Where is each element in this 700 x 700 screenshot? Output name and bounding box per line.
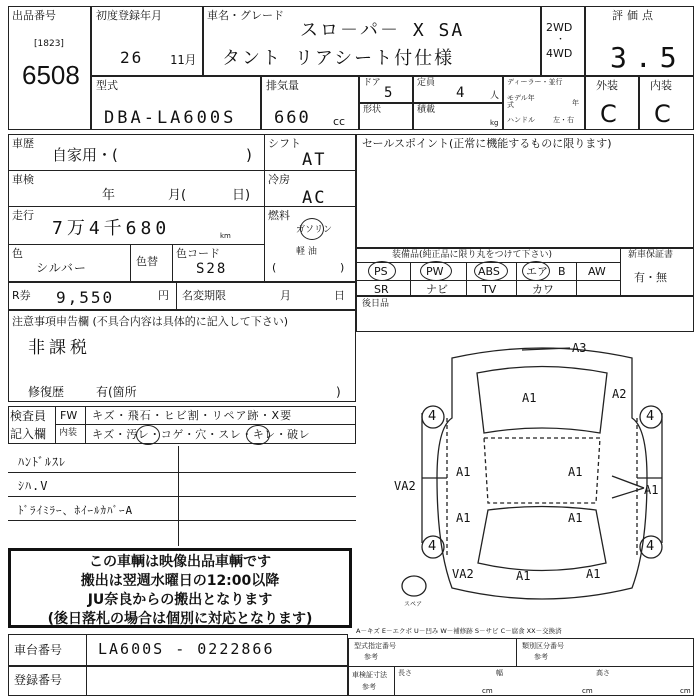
cm-3: cm [680,687,691,695]
fuel-label: 燃料 [268,209,290,222]
mark-a1-hood: A1 [522,391,537,405]
interior-scuff-circle [246,425,270,445]
color-value: シルバー [36,261,87,275]
model-spec-sub: 参考 [364,653,378,661]
equip-aw: AW [588,265,606,278]
doors-value: 5 [384,85,395,101]
recycle-label: R券 [12,289,31,302]
body-size-label: 車検証寸法 [352,671,387,679]
color-code-value: S28 [196,261,228,277]
inspection-label: 車検 [12,173,34,186]
mark-a1-fr: A1 [568,465,583,479]
interior-items: キズ・汚レ・コゲ・穴・スレ・キレ・破レ [92,428,311,441]
equip-air: エア [526,265,548,278]
recycle-value: 9,550 [56,288,115,307]
inspector-line-2: ｼﾊ.V [18,479,49,493]
model-value: DBA-LA600S [104,108,237,128]
mileage-label: 走行 [12,209,34,222]
shift-value: AT [302,150,327,170]
interior-label: 内装 [650,79,672,92]
equip-tv: TV [482,283,497,296]
chassis-value: LA600S - 0222866 [98,640,275,658]
class-sub: 参考 [534,653,548,661]
length-label: 長さ [398,669,412,677]
model-year-label: モデル年式 [507,94,535,109]
chassis-label: 車台番号 [14,643,63,657]
handle-label: ハンドル [507,116,535,124]
displacement-unit: cc [333,115,346,128]
reg-label: 登録番号 [14,673,63,687]
recycle-unit: 円 [158,289,169,302]
score-value: 3.5 [610,41,685,74]
drive-2wd: 2WD [546,21,573,34]
inspection-year: 年 [102,188,116,203]
mark-a1-rl: A1 [456,511,471,525]
car-damage-diagram [392,338,692,620]
equip-sr: SR [374,283,389,296]
shift-label: シフト [268,137,301,150]
fuel-circle [300,218,324,240]
delivery-label: 後日品 [362,299,390,309]
aircon-value: AC [302,188,327,208]
lot-sub: [1823] [34,39,64,49]
mark-a1-qr: A1 [586,567,601,581]
height-label: 高さ [596,669,610,677]
aircon-label: 冷房 [268,173,290,186]
color-code-label: 色コード [176,247,220,260]
mark-va2-left: VA2 [394,479,416,493]
abs-circle [474,261,508,281]
warranty-value: 有・無 [634,271,667,284]
ps-circle [368,261,396,281]
inspection-month: 月( [168,188,187,203]
doors-label: ドア [363,78,381,88]
first-reg-label: 初度登録年月 [96,9,162,22]
tire-fr: 4 [646,409,655,424]
width-label: 幅 [496,669,503,677]
history-label: 車歴 [12,137,34,150]
sales-point-box [356,134,694,248]
tire-rr: 4 [646,539,655,554]
mark-a1-rr: A1 [568,511,583,525]
grade-line2: タント リアシート付仕様 [222,48,455,69]
model-spec-label: 型式指定番号 [354,642,396,650]
exterior-label: 外装 [596,79,618,92]
name-change-day: 日 [334,289,345,302]
notice-line2: 搬出は翌週水曜日の12:00以降 [80,573,280,589]
mileage-value: 7万4千680 [52,218,171,239]
shape-label: 形状 [363,105,382,115]
inspector-line-1: ﾊﾝﾄﾞﾙｽﾚ [18,455,67,469]
grade-line1: スロ－パ－ X SA [300,20,465,41]
mark-a3: A3 [572,341,587,355]
tire-rl: 4 [428,539,437,554]
inspector-label2: 記入欄 [10,427,47,441]
repair-close: ) [336,385,341,399]
cm-1: cm [482,687,493,695]
equip-leather: カワ [532,283,554,296]
fw-label: FW [60,409,78,422]
model-year-unit: 年 [572,99,579,107]
equip-abs: ABS [478,265,500,278]
class-label: 類別区分番号 [522,642,564,650]
damage-legend: A－キズ E－エクボ U－凹み W－補修跡 S－サビ C－腐食 XX－交換済 [356,627,562,635]
inspector-label1: 検査員 [10,409,47,423]
history-close: ) [246,146,252,164]
capacity-unit: 人 [490,91,500,101]
equip-ps: PS [374,265,388,278]
fuel-paren-close: ) [340,261,345,274]
equip-b: B [558,265,566,278]
drive-dot: ・ [556,35,566,45]
capacity-label: 定員 [417,78,436,88]
warranty-label: 新車保証書 [628,250,674,260]
equip-pw: PW [426,265,444,278]
tire-fl: 4 [428,409,437,424]
model-label: 型式 [96,79,118,92]
repair-label: 修復歴 [28,385,65,399]
equip-navi: ナビ [426,283,448,296]
mark-a2: A2 [612,387,627,401]
color-label: 色 [12,247,23,260]
notice-line1: この車輌は映像出品車輌です [89,554,271,570]
mark-a1-trunk: A1 [516,569,531,583]
mileage-unit: km [220,232,231,240]
displacement-label: 排気量 [266,79,299,92]
inspector-line-3: ﾄﾞﾗｲﾐﾗｰ、ﾎｲｰﾙｶﾊﾞｰA [18,504,134,517]
score-label: 評価点 [612,9,657,22]
notice-line4: (後日落札の場合は個別に対応となります) [47,611,313,627]
first-reg-month: 11月 [170,53,197,67]
interior-grade: C [654,100,671,128]
first-reg-year: 26 [120,48,144,67]
fuel-gasoline: ガソリン [296,225,333,235]
notes-label: 注意事項申告欄 (不具合内容は具体的に記入して下さい) [12,315,289,328]
notice-box [8,548,352,628]
mark-a1-side: A1 [644,483,659,497]
name-change-label: 名変期限 [182,289,226,302]
handle-value: 左・右 [553,116,574,124]
spare-label: スペア [404,601,423,608]
color-change-label: 色替 [136,255,158,268]
exterior-grade: C [600,100,617,128]
drive-4wd: 4WD [546,47,573,60]
dealer-label: ディーラー・並行 [507,78,563,86]
air-circle [522,261,550,281]
inspection-day: 日) [232,188,251,203]
interior-stain-circle [136,425,160,445]
notes-value: 非課税 [28,338,91,358]
delivery-box [356,296,694,332]
lot-number: 6508 [22,60,80,90]
notice-line3: JU奈良からの搬出となります [87,592,273,608]
history-value: 自家用・( [52,146,118,164]
fuel-diesel: 軽 油 [296,247,317,257]
equipment-header: 装備品(純正品に限り丸をつけて下さい) [392,250,553,260]
capacity-value: 4 [456,85,467,101]
mark-va2-rear: VA2 [452,567,474,581]
lot-label: 出品番号 [12,9,56,22]
displacement-value: 660 [274,108,311,128]
sales-point-label: セールスポイント(正常に機能するものに限ります) [362,137,612,150]
name-label: 車名・グレード [207,9,284,22]
cm-2: cm [582,687,593,695]
body-size-sub: 参考 [362,683,376,691]
mark-a1-fl: A1 [456,465,471,479]
load-label: 積載 [417,105,436,115]
repair-value: 有(箇所 [96,385,137,399]
fuel-paren-open: ( [272,261,277,274]
footer-right [348,638,694,696]
fw-items: キズ・飛石・ヒビ割・リペア跡・X要 [92,409,293,422]
interior-items-label: 内装 [59,428,78,438]
pw-circle [420,261,452,281]
name-change-month: 月 [280,289,291,302]
load-unit: kg [490,119,499,127]
